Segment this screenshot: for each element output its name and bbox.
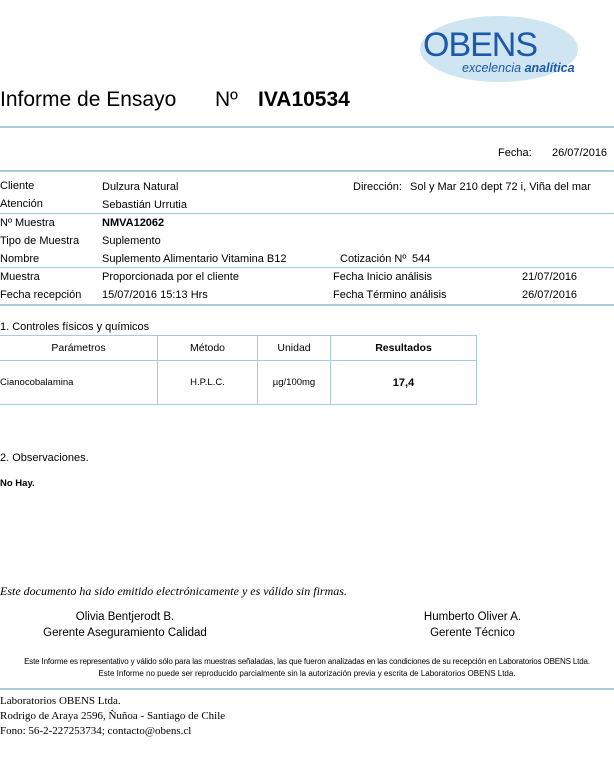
atencion-label: Atención	[0, 198, 43, 210]
inicio-label: Fecha Inicio análisis	[333, 271, 433, 283]
muestra-num-value: NMVA12062	[102, 217, 165, 229]
direccion-value: Sol y Mar 210 dept 72 i, Viña del mar	[410, 181, 591, 193]
divider	[0, 688, 614, 690]
footer-company: Laboratorios OBENS Ltda.	[0, 695, 121, 707]
recepcion-label: Fecha recepción	[0, 289, 82, 301]
observations-text: No Hay.	[0, 478, 35, 489]
recepcion-value: 15/07/2016 15:13 Hrs	[102, 289, 208, 301]
header-metodo: Método	[158, 336, 258, 361]
logo-brand: OBENS	[423, 26, 538, 64]
cell-unidad: µg/100mg	[258, 361, 331, 405]
tipo-value: Suplemento	[102, 235, 161, 247]
section-1-title: 1. Controles físicos y químicos	[0, 321, 150, 333]
divider	[0, 170, 614, 172]
divider	[0, 267, 614, 268]
signature-left-name: Olivia Bentjerodt B.	[75, 611, 175, 623]
disclaimer-line-2: Este Informe no puede ser reproducido parcialmente sin la autorización previa y escrita de Laboratorios OBENS Ltda.	[98, 669, 516, 678]
muestra-label: Muestra	[0, 271, 40, 283]
report-number: IVA10534	[258, 88, 350, 111]
divider	[0, 304, 614, 306]
cell-parametro: Cianocobalamina	[0, 361, 158, 405]
footer-contact: Fono: 56-2-227253734; contacto@obens.cl	[0, 725, 192, 737]
cliente-value: Dulzura Natural	[102, 181, 179, 193]
muestra-num-label: Nº Muestra	[0, 217, 55, 229]
signature-left-role: Gerente Aseguramiento Calidad	[43, 627, 207, 639]
footer-address: Rodrigo de Araya 2596, Ñuñoa - Santiago de Chile	[0, 710, 226, 722]
signature-right-name: Humberto Oliver A.	[423, 611, 522, 623]
atencion-value: Sebastián Urrutia	[102, 199, 187, 211]
cell-metodo: H.P.L.C.	[158, 361, 258, 405]
header-parametros: Parámetros	[0, 336, 158, 361]
electronic-statement: Este documento ha sido emitido electrónicamente y es válido sin firmas.	[0, 584, 347, 598]
muestra-value: Proporcionada por el cliente	[102, 271, 239, 283]
cliente-label: Cliente	[0, 180, 35, 192]
results-table	[0, 335, 477, 405]
header-resultados: Resultados	[331, 336, 477, 361]
table-row	[0, 361, 477, 405]
date-label: Fecha:	[498, 147, 532, 159]
cotizacion-label: Cotización Nº	[340, 253, 407, 265]
nombre-value: Suplemento Alimentario Vitamina B12	[102, 253, 287, 265]
section-2-title: 2. Observaciones.	[0, 452, 89, 464]
header-unidad: Unidad	[258, 336, 331, 361]
report-number-label: Nº	[215, 88, 238, 111]
inicio-value: 21/07/2016	[522, 271, 578, 283]
termino-value: 26/07/2016	[522, 289, 578, 301]
logo-tagline: excelencia analítica	[462, 61, 575, 75]
direccion-label: Dirección:	[353, 181, 402, 193]
cotizacion-value: 544	[412, 253, 431, 265]
signature-right-role: Gerente Técnico	[430, 627, 515, 639]
tipo-label: Tipo de Muestra	[0, 235, 80, 247]
nombre-label: Nombre	[0, 253, 40, 265]
divider	[0, 126, 614, 128]
date-value: 26/07/2016	[552, 147, 608, 159]
report-title: Informe de Ensayo	[0, 88, 177, 111]
disclaimer-line-1: Este Informe es representativo y válido sólo para las muestras señaladas, las que fueron analizadas en las condiciones de su recepción en Laboratorios OBENS Ltda.	[24, 657, 590, 666]
cell-resultado: 17,4	[331, 361, 477, 405]
termino-label: Fecha Término análisis	[333, 289, 447, 301]
divider	[0, 213, 614, 214]
